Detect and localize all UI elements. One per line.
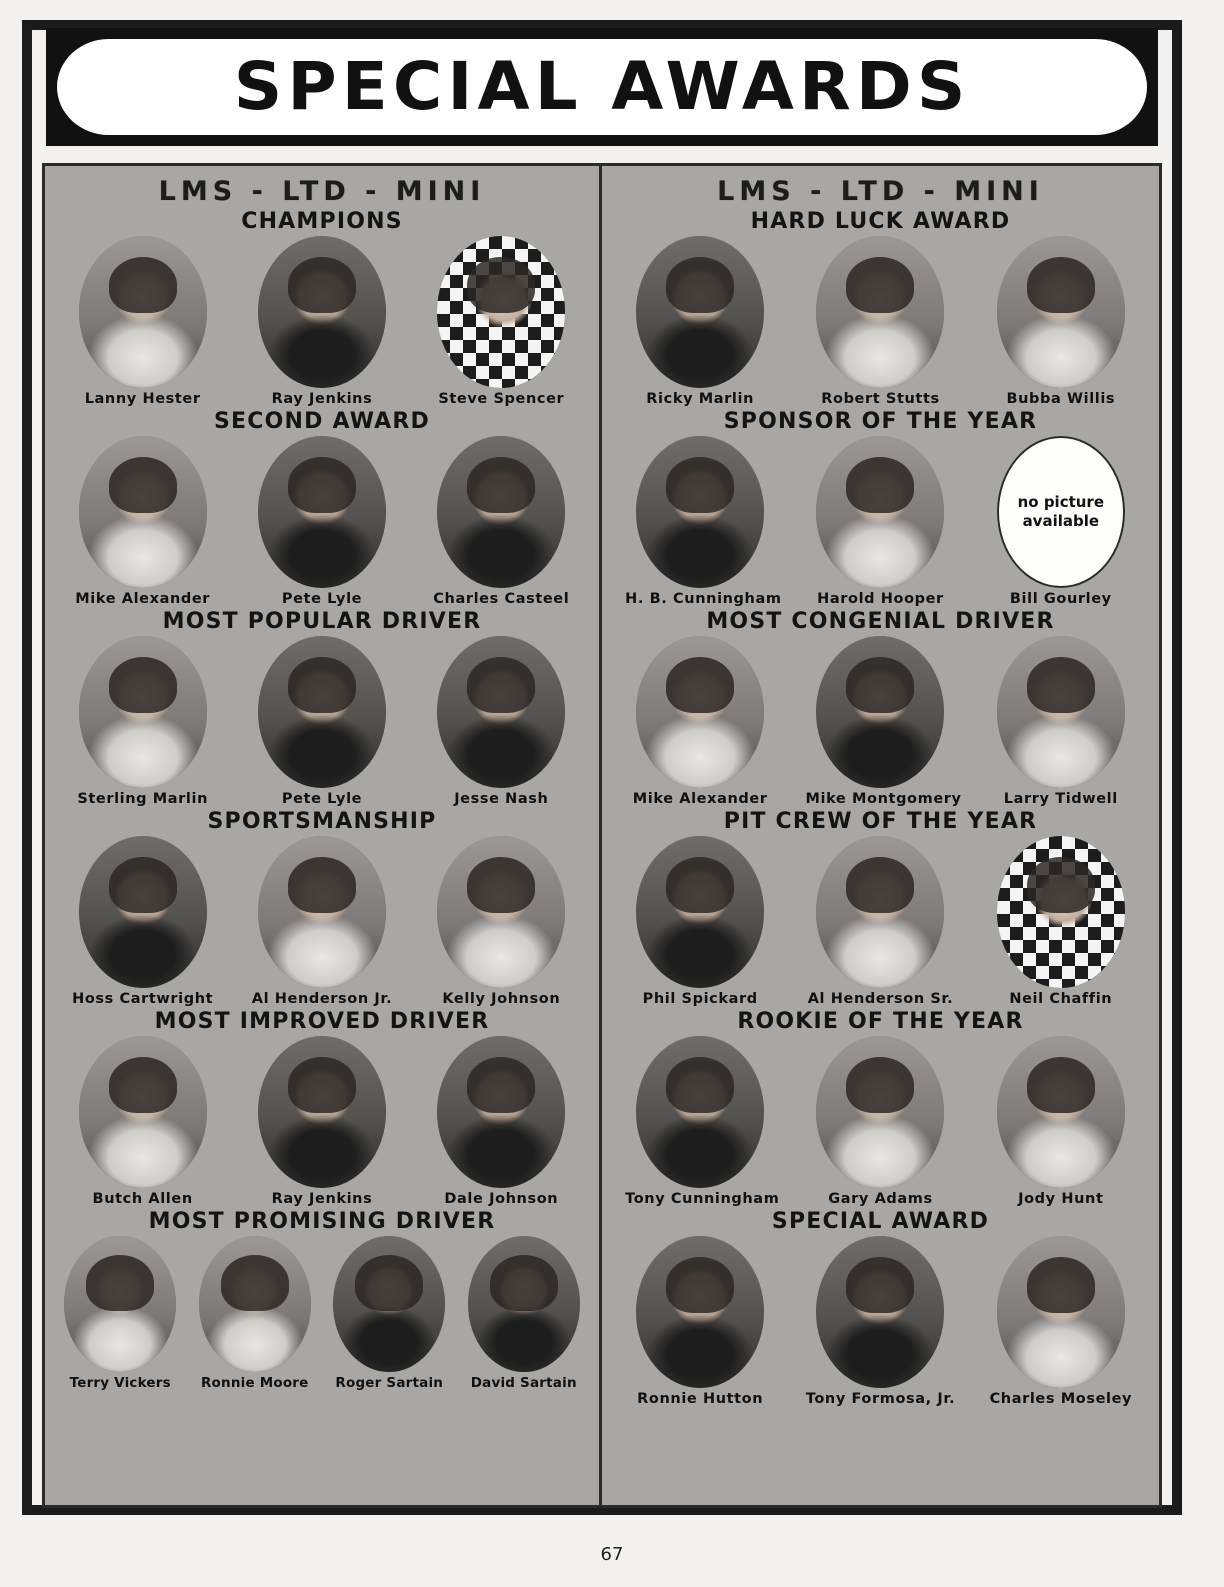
- portrait-photo: [997, 636, 1125, 788]
- winner-name: H. B. Cunningham: [625, 591, 782, 607]
- portrait-photo: [258, 636, 386, 788]
- award-winner: [625, 236, 775, 407]
- portrait-photo: [816, 436, 944, 588]
- awards-column-left: [45, 166, 602, 1505]
- winner-name: David Sartain: [470, 1375, 577, 1391]
- portrait-photo: [636, 636, 764, 788]
- award-section-title: SPECIAL AWARD: [771, 1209, 990, 1234]
- award-winner: [247, 636, 397, 807]
- award-section-title: MOST CONGENIAL DRIVER: [706, 609, 1055, 634]
- award-winner-row: [610, 1236, 1151, 1407]
- portrait-shading: [109, 857, 177, 913]
- portrait-photo: [258, 436, 386, 588]
- winner-name: Ricky Marlin: [646, 391, 754, 407]
- award-winner: [426, 836, 576, 1007]
- award-section: [610, 1009, 1151, 1207]
- award-winner: [68, 236, 218, 407]
- winner-name: Al Henderson Sr.: [807, 991, 954, 1007]
- winner-name: Dale Johnson: [444, 1191, 559, 1207]
- portrait-shading: [1027, 657, 1095, 713]
- award-winner-row: [53, 1236, 591, 1391]
- portrait-photo: [997, 1036, 1125, 1188]
- portrait-shading: [846, 857, 914, 913]
- page-number: 67: [600, 1544, 624, 1565]
- winner-name: Ray Jenkins: [271, 1191, 373, 1207]
- award-winner-row: [610, 636, 1151, 807]
- portrait-photo: [258, 236, 386, 388]
- winner-name: Bubba Willis: [1006, 391, 1116, 407]
- award-winner: [68, 1036, 218, 1207]
- portrait-photo: [816, 836, 944, 988]
- portrait-photo: [636, 1236, 764, 1388]
- portrait-shading: [467, 257, 535, 313]
- award-winner-row: [53, 836, 591, 1007]
- portrait-shading: [666, 1057, 734, 1113]
- award-section: [610, 209, 1151, 407]
- award-winner-row: [53, 1036, 591, 1207]
- award-section: [53, 1209, 591, 1391]
- no-picture-text: no picture available: [1017, 493, 1105, 530]
- award-winner: [247, 1036, 397, 1207]
- portrait-photo: [79, 436, 207, 588]
- award-winner: [986, 636, 1136, 807]
- portrait-shading: [221, 1255, 289, 1311]
- award-section: [610, 1209, 1151, 1407]
- winner-name: Sterling Marlin: [77, 791, 208, 807]
- award-winner-row: [610, 1036, 1151, 1207]
- portrait-photo: [437, 636, 565, 788]
- column-heading-right: LMS - LTD - MINI: [717, 176, 1044, 207]
- portrait-shading: [109, 1057, 177, 1113]
- award-section: [53, 209, 591, 407]
- award-winner: [247, 436, 397, 607]
- award-section-title: SPORTSMANSHIP: [207, 809, 437, 834]
- portrait-shading: [288, 1057, 356, 1113]
- award-section-title: ROOKIE OF THE YEAR: [737, 1009, 1024, 1034]
- winner-name: Larry Tidwell: [1003, 791, 1118, 807]
- award-section-title: HARD LUCK AWARD: [750, 209, 1011, 234]
- portrait-shading: [467, 1057, 535, 1113]
- portrait-shading: [666, 257, 734, 313]
- winner-name: Steve Spencer: [438, 391, 565, 407]
- portrait-photo: [437, 436, 565, 588]
- winner-name: Hoss Cartwright: [72, 991, 214, 1007]
- award-section: [53, 1009, 591, 1207]
- winner-name: Terry Vickers: [69, 1375, 171, 1391]
- winner-name: Butch Allen: [92, 1191, 193, 1207]
- portrait-shading: [666, 657, 734, 713]
- portrait-photo: [816, 1236, 944, 1388]
- portrait-shading: [1027, 257, 1095, 313]
- portrait-photo: [997, 1236, 1125, 1388]
- winner-name: Robert Stutts: [821, 391, 940, 407]
- portrait-shading: [467, 857, 535, 913]
- award-winner: [625, 436, 782, 607]
- award-winner: [986, 836, 1136, 1007]
- award-section-title: MOST POPULAR DRIVER: [162, 609, 482, 634]
- winner-name: Mike Alexander: [632, 791, 768, 807]
- winner-name: Mike Montgomery: [805, 791, 962, 807]
- award-winner: [986, 436, 1136, 607]
- portrait-shading: [666, 857, 734, 913]
- award-section-title: MOST PROMISING DRIVER: [148, 1209, 496, 1234]
- winner-name: Ray Jenkins: [271, 391, 373, 407]
- portrait-shading: [86, 1255, 154, 1311]
- award-section: [53, 609, 591, 807]
- portrait-photo: [997, 836, 1125, 988]
- portrait-shading: [1027, 857, 1095, 913]
- portrait-shading: [846, 657, 914, 713]
- portrait-photo: [636, 836, 764, 988]
- award-winner: [986, 236, 1136, 407]
- award-section: [610, 809, 1151, 1007]
- award-winner-row: [53, 436, 591, 607]
- winner-name: Jesse Nash: [454, 791, 549, 807]
- portrait-photo: [437, 236, 565, 388]
- winner-name: Harold Hooper: [817, 591, 944, 607]
- portrait-shading: [288, 457, 356, 513]
- winner-name: Charles Moseley: [989, 1391, 1133, 1407]
- award-section: [610, 609, 1151, 807]
- award-section-title: SPONSOR OF THE YEAR: [723, 409, 1038, 434]
- no-picture-placeholder: [997, 436, 1125, 588]
- award-winner: [805, 836, 955, 1007]
- award-winner: [625, 1036, 780, 1207]
- portrait-shading: [288, 657, 356, 713]
- portrait-shading: [467, 657, 535, 713]
- winner-name: Lanny Hester: [84, 391, 201, 407]
- portrait-shading: [1027, 1057, 1095, 1113]
- award-section-title: SECOND AWARD: [214, 409, 430, 434]
- portrait-photo: [199, 1236, 311, 1372]
- portrait-photo: [816, 636, 944, 788]
- award-winner: [805, 636, 962, 807]
- award-winner: [68, 436, 218, 607]
- award-winner: [805, 1036, 955, 1207]
- award-winner: [247, 836, 397, 1007]
- winner-name: Ronnie Moore: [200, 1375, 309, 1391]
- title-plate: [54, 36, 1150, 138]
- portrait-photo: [258, 1036, 386, 1188]
- award-section: [53, 409, 591, 607]
- award-winner: [426, 436, 576, 607]
- award-winner: [986, 1236, 1136, 1407]
- portrait-shading: [109, 457, 177, 513]
- portrait-photo: [437, 1036, 565, 1188]
- portrait-shading: [490, 1255, 558, 1311]
- award-winner: [247, 236, 397, 407]
- award-section: [610, 409, 1151, 607]
- portrait-photo: [997, 236, 1125, 388]
- portrait-shading: [666, 457, 734, 513]
- winner-name: Pete Lyle: [281, 791, 363, 807]
- winner-name: Neil Chaffin: [1009, 991, 1113, 1007]
- portrait-shading: [666, 1257, 734, 1313]
- award-winner: [68, 636, 218, 807]
- portrait-photo: [258, 836, 386, 988]
- portrait-shading: [109, 257, 177, 313]
- portrait-shading: [288, 257, 356, 313]
- winner-name: Tony Cunningham: [625, 1191, 780, 1207]
- award-winner: [464, 1236, 584, 1391]
- winner-name: Bill Gourley: [1009, 591, 1112, 607]
- award-winner-row: [610, 436, 1151, 607]
- portrait-shading: [846, 457, 914, 513]
- portrait-photo: [636, 236, 764, 388]
- award-winner: [625, 636, 775, 807]
- portrait-shading: [109, 657, 177, 713]
- portrait-photo: [79, 236, 207, 388]
- award-winner: [60, 1236, 180, 1391]
- portrait-shading: [846, 257, 914, 313]
- winner-name: Al Henderson Jr.: [251, 991, 393, 1007]
- award-winner: [329, 1236, 449, 1391]
- portrait-photo: [64, 1236, 176, 1372]
- portrait-photo: [636, 1036, 764, 1188]
- portrait-shading: [846, 1257, 914, 1313]
- award-winner: [625, 1236, 775, 1407]
- award-winner: [68, 836, 218, 1007]
- award-winner: [426, 1036, 576, 1207]
- winner-name: Pete Lyle: [281, 591, 363, 607]
- award-winner: [195, 1236, 315, 1391]
- award-winner: [805, 236, 955, 407]
- winner-name: Roger Sartain: [335, 1375, 444, 1391]
- awards-column-right: [602, 166, 1159, 1505]
- portrait-photo: [79, 636, 207, 788]
- awards-panel: [42, 163, 1162, 1508]
- award-section-title: CHAMPIONS: [241, 209, 403, 234]
- column-heading-left: LMS - LTD - MINI: [158, 176, 486, 207]
- portrait-photo: [468, 1236, 580, 1372]
- winner-name: Phil Spickard: [642, 991, 758, 1007]
- portrait-photo: [437, 836, 565, 988]
- portrait-photo: [816, 1036, 944, 1188]
- award-winner: [625, 836, 775, 1007]
- portrait-shading: [355, 1255, 423, 1311]
- award-winner: [426, 636, 576, 807]
- portrait-shading: [467, 457, 535, 513]
- winner-name: Gary Adams: [828, 1191, 933, 1207]
- award-winner: [805, 436, 955, 607]
- award-winner-row: [610, 836, 1151, 1007]
- winner-name: Ronnie Hutton: [637, 1391, 764, 1407]
- winner-name: Charles Casteel: [433, 591, 570, 607]
- award-section: [53, 809, 591, 1007]
- winner-name: Jody Hunt: [1018, 1191, 1104, 1207]
- portrait-photo: [333, 1236, 445, 1372]
- award-section-title: MOST IMPROVED DRIVER: [154, 1009, 490, 1034]
- award-winner: [986, 1036, 1136, 1207]
- award-winner-row: [53, 236, 591, 407]
- portrait-photo: [79, 836, 207, 988]
- portrait-shading: [288, 857, 356, 913]
- portrait-shading: [846, 1057, 914, 1113]
- winner-name: Mike Alexander: [75, 591, 211, 607]
- award-section-title: PIT CREW OF THE YEAR: [723, 809, 1038, 834]
- title-banner: [46, 28, 1158, 146]
- winner-name: Tony Formosa, Jr.: [805, 1391, 956, 1407]
- portrait-shading: [1027, 1257, 1095, 1313]
- portrait-photo: [816, 236, 944, 388]
- award-winner: [426, 236, 576, 407]
- portrait-photo: [79, 1036, 207, 1188]
- award-winner-row: [610, 236, 1151, 407]
- page-title: SPECIAL AWARDS: [233, 48, 971, 125]
- award-winner-row: [53, 636, 591, 807]
- winner-name: Kelly Johnson: [442, 991, 561, 1007]
- award-winner: [805, 1236, 955, 1407]
- portrait-photo: [636, 436, 764, 588]
